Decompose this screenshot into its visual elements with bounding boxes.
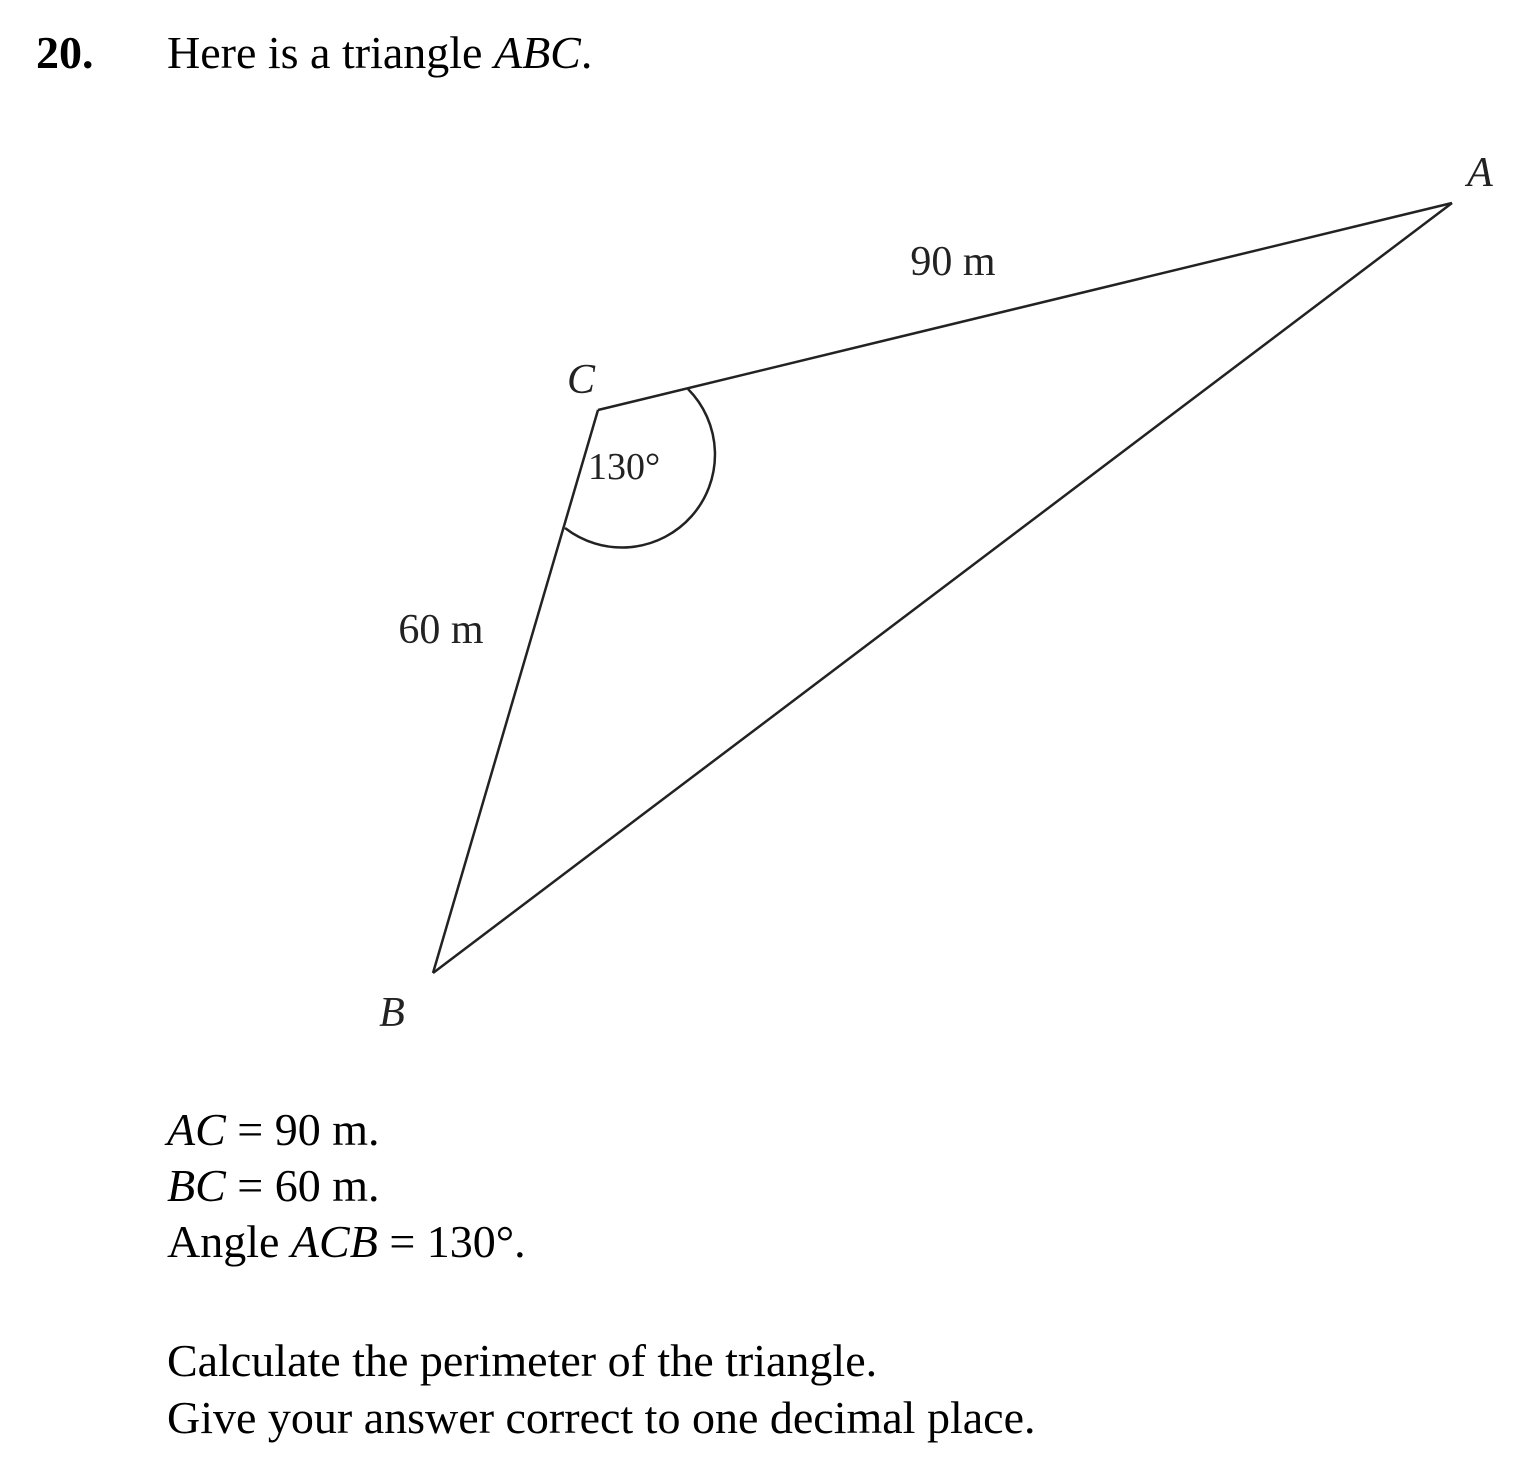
- fact-angle-prefix: Angle: [167, 1216, 291, 1267]
- instruction-precision: Give your answer correct to one decimal place.: [167, 1392, 1036, 1443]
- vertex-label-c: C: [566, 357, 596, 403]
- vertex-label-a: A: [1467, 150, 1493, 196]
- fact-ac: [167, 1102, 526, 1158]
- side-ac: [598, 203, 1452, 410]
- instruction-calculate: Calculate the perimeter of the triangle.: [167, 1335, 878, 1386]
- vertex-label-b: B: [379, 990, 405, 1036]
- fact-ac-value: = 90 m.: [225, 1104, 380, 1155]
- side-label-ac: 90 m: [910, 239, 996, 285]
- fact-angle-name: ACB: [290, 1216, 378, 1267]
- triangle-name: ABC: [493, 27, 581, 78]
- side-ab: [433, 203, 1452, 973]
- side-label-bc: 60 m: [398, 607, 484, 653]
- instructions: [167, 1332, 1036, 1446]
- given-facts: [167, 1102, 526, 1270]
- question-number: 20.: [36, 27, 94, 78]
- question-intro-text: Here is a triangle: [167, 27, 494, 78]
- fact-ac-name: AC: [167, 1104, 226, 1155]
- fact-bc-name: BC: [167, 1160, 226, 1211]
- fact-angle-value: = 130°.: [377, 1216, 526, 1267]
- angle-label-c: 130°: [588, 446, 661, 488]
- side-bc: [433, 410, 598, 973]
- fact-angle: [167, 1214, 526, 1270]
- question-intro-end: .: [580, 27, 593, 78]
- fact-bc: [167, 1158, 526, 1214]
- fact-bc-value: = 60 m.: [225, 1160, 380, 1211]
